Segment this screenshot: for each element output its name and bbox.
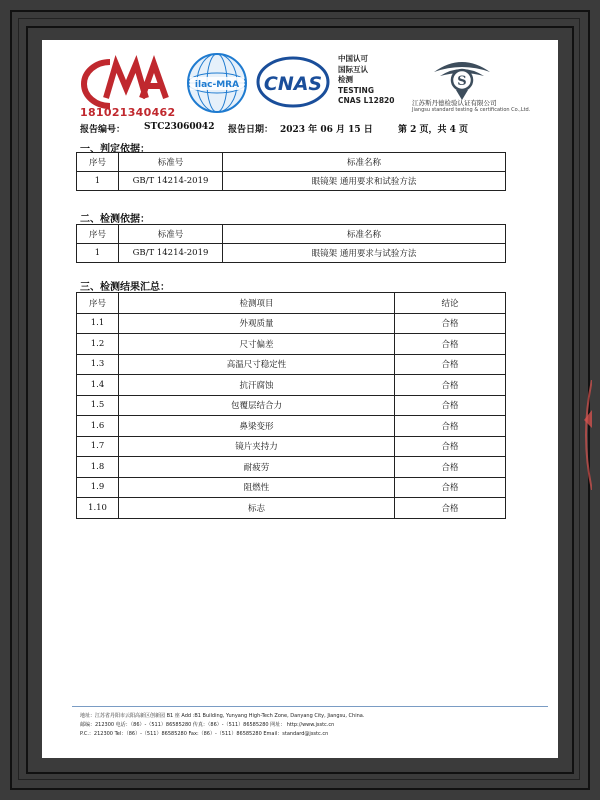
- table-cell: 1.8: [77, 457, 119, 478]
- table-cell: 合格: [395, 416, 506, 437]
- table-cell: 合格: [395, 457, 506, 478]
- table-row: [77, 313, 506, 334]
- header-cell: 标准名称: [223, 225, 506, 244]
- table-cell: 尺寸偏差: [119, 334, 395, 355]
- table-cell: 1.6: [77, 416, 119, 437]
- cnas-line: 国际互认: [338, 64, 368, 74]
- cnas-logo: [256, 56, 330, 108]
- table-cell: 包覆层结合力: [119, 395, 395, 416]
- cnas-line: 中国认可: [338, 54, 368, 63]
- table-cell: 1.3: [77, 354, 119, 375]
- footer-contact-en: P.C.：212300 Tel：（86）-（511）86585280 Fax:（86）-（511）86585280 Email：standard@jsstc.cn: [80, 731, 329, 737]
- cnas-line: 检测: [338, 75, 353, 84]
- table-cell: 1: [77, 244, 119, 263]
- table-cell: 合格: [395, 334, 506, 355]
- table-cell: 1.7: [77, 436, 119, 457]
- table-cell: 耐疲劳: [119, 457, 395, 478]
- header-cell: 序号: [77, 153, 119, 172]
- table-cell: 1.1: [77, 313, 119, 334]
- report-no-label: 报告编号：: [80, 125, 126, 135]
- table-row: [77, 334, 506, 355]
- table-row: [77, 457, 506, 478]
- footer-divider: [72, 706, 548, 707]
- table-cell: 合格: [395, 436, 506, 457]
- report-page: [42, 40, 558, 758]
- page-indicator: 第 2 页，共 4 页: [398, 125, 469, 135]
- table-cell: 眼镜架 通用要求和试验方法: [223, 172, 506, 191]
- table-cell: 鼻梁变形: [119, 416, 395, 437]
- table-cell: 1: [77, 172, 119, 191]
- table-cell: GB/T 14214-2019: [119, 172, 223, 191]
- cnas-line: CNAS L12820: [338, 96, 395, 105]
- header-cell: 标准号: [119, 225, 223, 244]
- table-cell: 标志: [119, 498, 395, 519]
- svg-text:CNAS: CNAS: [263, 73, 323, 95]
- footer-address: 地址：江苏省丹阳市云阳高新区创新园 B1 座 Add :B1 Building, Yunyang High-Tech Zone, Danyang City, Jiangsu, China.: [80, 713, 365, 719]
- table-cell: GB/T 14214-2019: [119, 244, 223, 263]
- seal-stamp-edge: [578, 380, 592, 490]
- table-cell: 高温尺寸稳定性: [119, 354, 395, 375]
- org-name-cn: 江苏斯丹德检验认证有限公司: [412, 99, 497, 107]
- table-header-row: [77, 293, 506, 314]
- table-cell: 合格: [395, 354, 506, 375]
- cnas-line: TESTING: [338, 85, 374, 95]
- jstc-logo: [430, 50, 494, 102]
- table-cell: 1.2: [77, 334, 119, 355]
- table-cell: 1.10: [77, 498, 119, 519]
- table-cell: 抗汗腐蚀: [119, 375, 395, 396]
- table-cell: 外观质量: [119, 313, 395, 334]
- table-header-row: [77, 225, 506, 244]
- header-cell: 标准名称: [223, 153, 506, 172]
- table-cell: 1.9: [77, 477, 119, 498]
- table-row: [77, 477, 506, 498]
- header-cell: 结论: [395, 293, 506, 314]
- section-title-test-basis: 二、检测依据：: [80, 214, 150, 225]
- table-row: [77, 498, 506, 519]
- table-cell: 镜片夹持力: [119, 436, 395, 457]
- table-row: [77, 172, 506, 191]
- header-cell: 序号: [77, 225, 119, 244]
- svg-text:S: S: [457, 74, 467, 89]
- results-summary-table: [76, 292, 506, 519]
- table-row: [77, 354, 506, 375]
- ilac-mra-logo: [186, 52, 248, 114]
- table-row: [77, 244, 506, 263]
- table-cell: 1.4: [77, 375, 119, 396]
- header-logos: [42, 40, 558, 120]
- table-cell: 合格: [395, 313, 506, 334]
- table-cell: 合格: [395, 395, 506, 416]
- table-row: [77, 416, 506, 437]
- header-cell: 标准号: [119, 153, 223, 172]
- report-date: 2023 年 06 月 15 日: [280, 125, 373, 135]
- table-header-row: [77, 153, 506, 172]
- report-no: STC23060042: [144, 122, 215, 132]
- report-date-label: 报告日期：: [228, 125, 274, 135]
- table-row: [77, 436, 506, 457]
- table-cell: 合格: [395, 375, 506, 396]
- footer-contact-cn: 邮编：212300 电话：（86）-（511）86585280 传真：（86）-（511）86585280 网址： http://www.jsstc.cn: [80, 722, 335, 728]
- org-name-en: Jiangsu standard testing & certification Co.,Ltd.: [412, 107, 531, 113]
- table-cell: 阻燃性: [119, 477, 395, 498]
- table-cell: 合格: [395, 498, 506, 519]
- table-cell: 合格: [395, 477, 506, 498]
- test-basis-table: [76, 224, 506, 263]
- section-title-results-summary: 三、检测结果汇总：: [80, 282, 170, 293]
- svg-text:ilac-MRA: ilac-MRA: [194, 80, 240, 90]
- cma-number: 181021340462: [80, 106, 176, 119]
- header-cell: 序号: [77, 293, 119, 314]
- section-title-judgement-basis: 一、判定依据：: [80, 144, 150, 155]
- cnas-caption: [338, 54, 394, 107]
- table-row: [77, 375, 506, 396]
- table-row: [77, 395, 506, 416]
- header-cell: 检测项目: [119, 293, 395, 314]
- judgement-basis-table: [76, 152, 506, 191]
- table-cell: 1.5: [77, 395, 119, 416]
- table-cell: 眼镜架 通用要求与试验方法: [223, 244, 506, 263]
- footer-contact: [80, 712, 364, 739]
